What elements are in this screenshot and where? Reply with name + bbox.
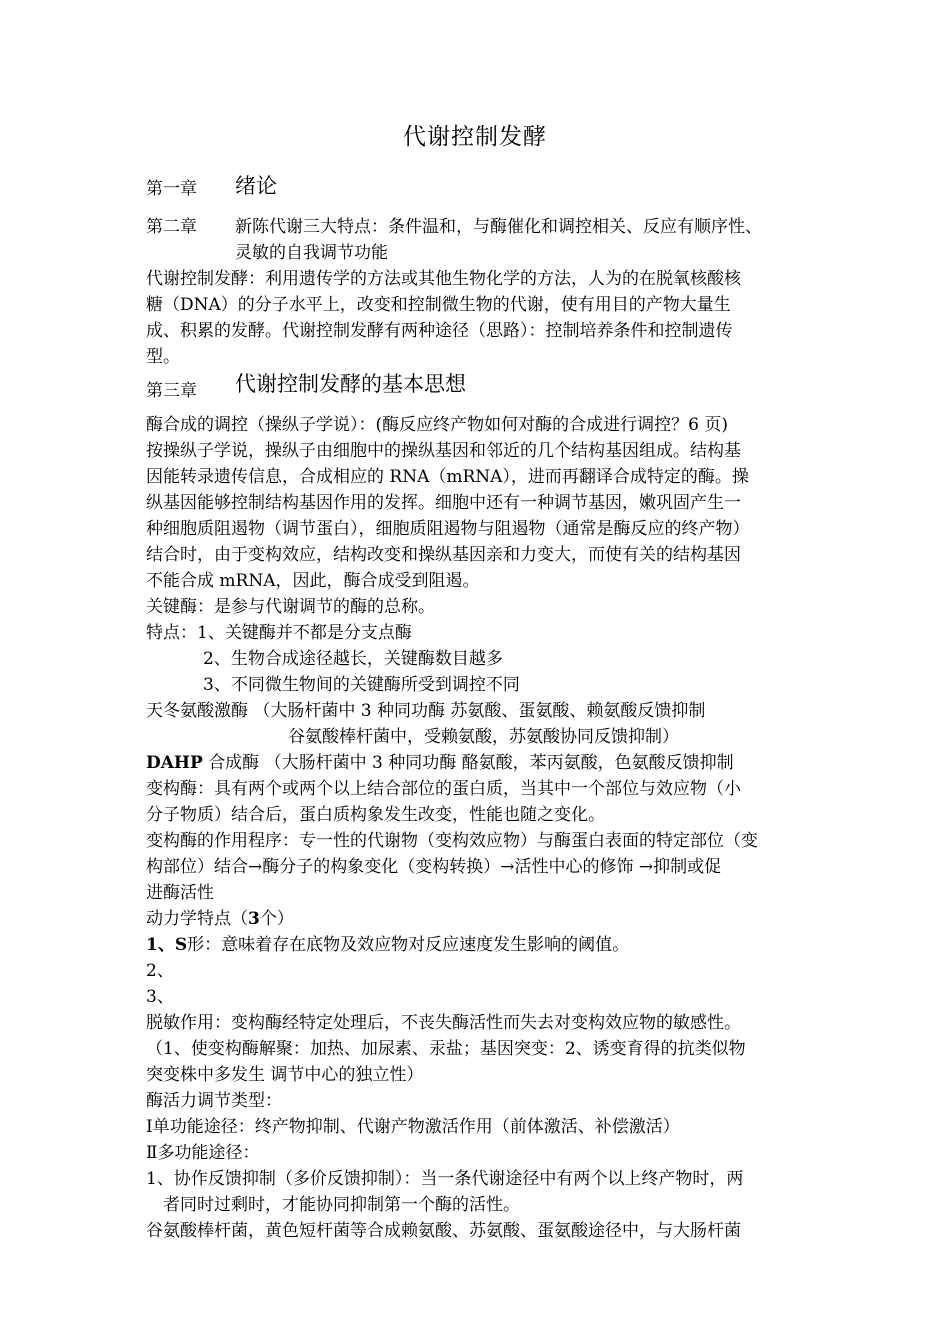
body-line: 酶合成的调控（操纵子学说）：(酶反应终产物如何对酶的合成进行调控？6 页)	[146, 415, 728, 435]
body-line: 2、	[146, 961, 174, 981]
chapter-2-line-1: 新陈代谢三大特点：条件温和，与酶催化和调控相关、反应有顺序性、	[235, 217, 762, 237]
body-line: 者同时过剩时，才能协同抑制第一个酶的活性。	[163, 1195, 520, 1215]
chapter-1-title: 绪论	[235, 174, 277, 198]
body-line: 进酶活性	[146, 883, 214, 903]
document-title: 代谢控制发酵	[403, 124, 547, 150]
definition-line: 糖（DNA）的分子水平上，改变和控制微生物的代谢，使有用目的产物大量生	[146, 295, 731, 315]
definition-line: 代谢控制发酵：利用遗传学的方法或其他生物化学的方法，人为的在脱氧核酸核	[146, 269, 741, 289]
list-item: 2、生物合成途径越长，关键酶数目越多	[203, 649, 503, 669]
list-item: 3、不同微生物间的关键酶所受到调控不同	[203, 675, 520, 695]
body-line: 不能合成 mRNA，因此，酶合成受到阻遏。	[146, 571, 480, 591]
dahp-label: DAHP	[146, 753, 203, 773]
body-line: 脱敏作用：变构酶经特定处理后，不丧失酶活性而失去对变构效应物的敏感性。	[146, 1013, 741, 1033]
body-line: （1、使变构酶解聚：加热、加尿素、汞盐；基因突变：2、诱变育得的抗类似物	[146, 1039, 746, 1059]
body-line	[146, 906, 294, 932]
body-line: Ⅰ单功能途径：终产物抑制、代谢产物激活作用（前体激活、补偿激活）	[146, 1117, 680, 1137]
chapter-2-number: 第二章	[146, 217, 197, 237]
body-line: 分子物质）结合后，蛋白质构象发生改变，性能也随之变化。	[146, 805, 605, 825]
body-line: 变构酶：具有两个或两个以上结合部位的蛋白质，当其中一个部位与效应物（小	[146, 779, 741, 799]
body-line	[146, 932, 629, 958]
kinetics-label-end: 个）	[259, 909, 294, 929]
body-line: 特点：1、关键酶并不都是分支点酶	[146, 623, 412, 643]
body-line: 关键酶：是参与代谢调节的酶的总称。	[146, 597, 435, 617]
s-shape-text: 形：意味着存在底物及效应物对反应速度发生影响的阈值。	[187, 935, 630, 955]
chapter-2-line-2: 灵敏的自我调节功能	[235, 243, 388, 263]
body-line: Ⅱ多功能途径：	[146, 1143, 260, 1163]
body-line: 因能转录遗传信息，合成相应的 RNA（mRNA），进而再翻译合成特定的酶。操	[146, 467, 749, 487]
body-line: 按操纵子学说，操纵子由细胞中的操纵基因和邻近的几个结构基因组成。结构基	[146, 441, 741, 461]
body-line: 变构酶的作用程序：专一性的代谢物（变构效应物）与酶蛋白表面的特定部位（变	[146, 831, 758, 851]
definition-line: 成、积累的发酵。代谢控制发酵有两种途径（思路）：控制培养条件和控制遗传	[146, 321, 733, 341]
body-line: 酶活力调节类型：	[146, 1091, 282, 1111]
chapter-1-number: 第一章	[146, 179, 197, 199]
dahp-text: 合成酶 （大肠杆菌中 3 种同功酶 酪氨酸，苯丙氨酸，色氨酸反馈抑制	[208, 753, 734, 773]
body-line	[146, 750, 734, 776]
definition-line: 型。	[146, 347, 180, 367]
body-line: 1、协作反馈抑制（多价反馈抑制）：当一条代谢途径中有两个以上终产物时，两	[146, 1169, 744, 1189]
body-line: 纵基因能够控制结构基因作用的发挥。细胞中还有一种调节基因，嫩巩固产生一	[146, 493, 741, 513]
body-line: 构部位）结合→酶分子的构象变化（变构转换）→活性中心的修饰 →抑制或促	[146, 857, 722, 877]
body-line: 突变株中多发生 调节中心的独立性）	[146, 1065, 424, 1085]
body-line: 3、	[146, 987, 174, 1007]
body-line: 谷氨酸棒杆菌，黄色短杆菌等合成赖氨酸、苏氨酸、蛋氨酸途径中，与大肠杆菌	[146, 1221, 741, 1241]
body-line: 天冬氨酸激酶 （大肠杆菌中 3 种同功酶 苏氨酸、蛋氨酸、赖氨酸反馈抑制	[146, 701, 706, 721]
body-line: 谷氨酸棒杆菌中，受赖氨酸，苏氨酸协同反馈抑制）	[288, 727, 679, 747]
body-line: 种细胞质阻遏物（调节蛋白），细胞质阻遏物与阻遏物（通常是酶反应的终产物）	[146, 519, 750, 539]
chapter-3-number: 第三章	[146, 381, 197, 401]
s-shape-label: 1、S	[146, 935, 188, 955]
kinetics-count: 3	[248, 909, 260, 929]
body-line: 结合时，由于变构效应，结构改变和操纵基因亲和力变大，而使有关的结构基因	[146, 545, 741, 565]
kinetics-label: 动力学特点（	[146, 909, 248, 929]
chapter-3-title: 代谢控制发酵的基本思想	[235, 372, 466, 396]
